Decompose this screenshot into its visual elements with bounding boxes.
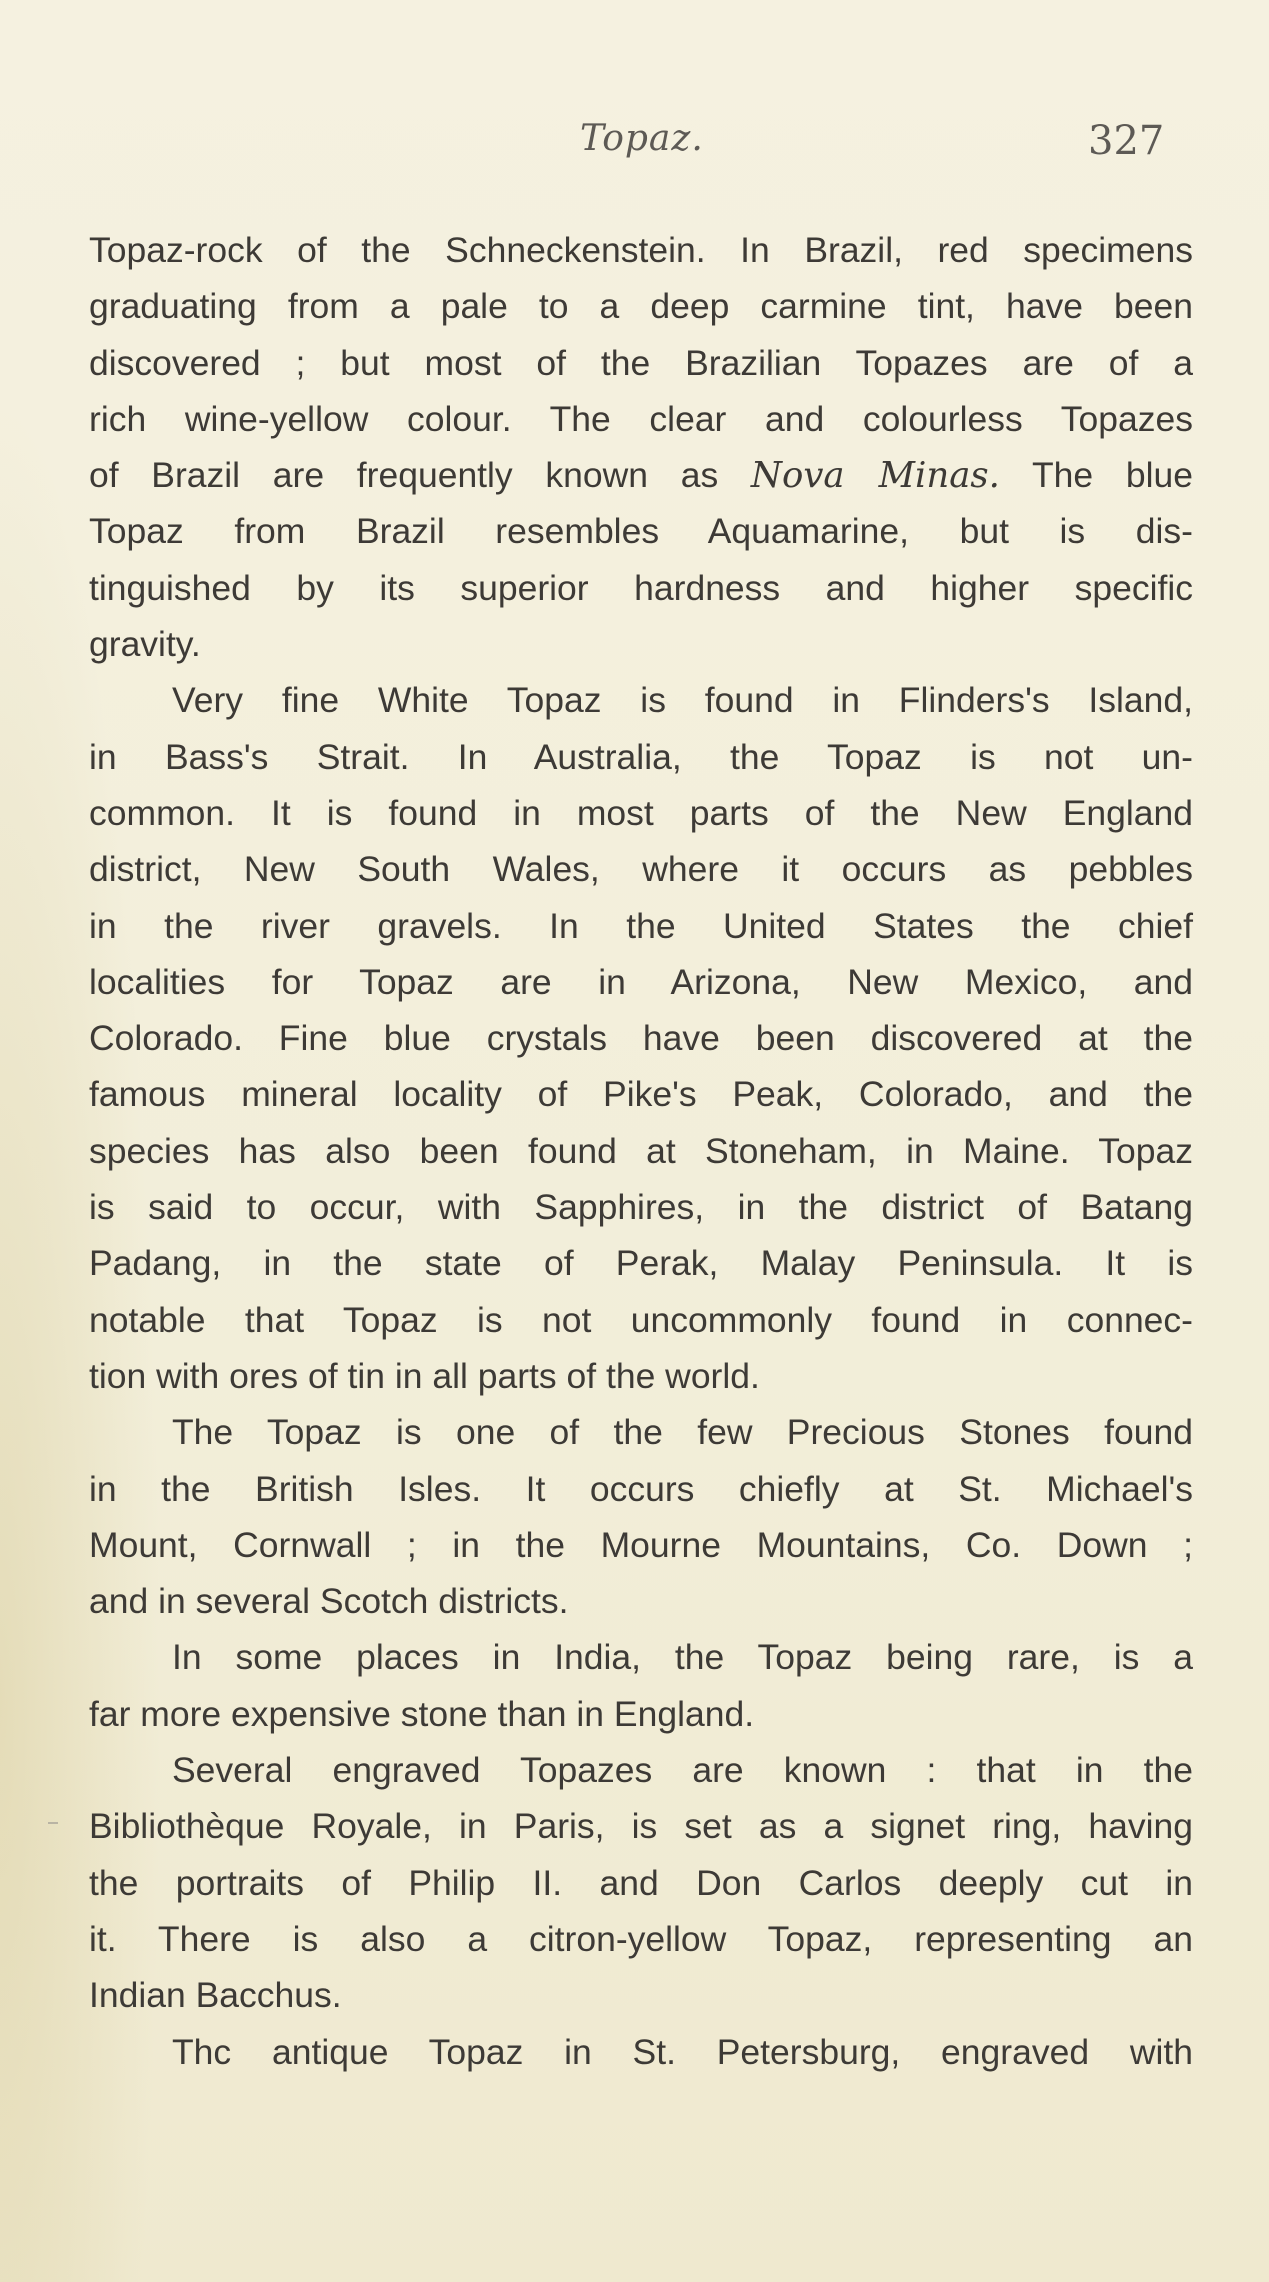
text-line: the portraits of Philip II. and Don Carlos deeply cut in [89, 1862, 1193, 1903]
body-text [89, 222, 1193, 2080]
text-line: district, New South Wales, where it occurs as pebbles [89, 849, 1193, 890]
running-head [0, 118, 1269, 178]
running-head-title: Topaz. [580, 118, 704, 159]
text-line: in Bass's Strait. In Australia, the Topaz is not un- [89, 736, 1193, 777]
paragraph-start-line: The Topaz is one of the few Precious Stones found [172, 1412, 1193, 1453]
text-line: graduating from a pale to a deep carmine tint, have been [89, 286, 1193, 327]
text-line: Mount, Cornwall ; in the Mourne Mountains, Co. Down ; [89, 1524, 1193, 1565]
paragraph-end-line: tion with ores of tin in all parts of the world. [89, 1355, 760, 1396]
text-line: tinguished by its superior hardness and higher specific [89, 567, 1193, 608]
text-line: Bibliothèque Royale, in Paris, is set as a signet ring, having [89, 1806, 1193, 1847]
paragraph-end-line: Indian Bacchus. [89, 1975, 342, 2016]
text-line-with-italic [89, 447, 1193, 503]
text-line: common. It is found in most parts of the New England [89, 792, 1193, 833]
text-fragment: The blue [1031, 455, 1193, 496]
text-line: in the river gravels. In the United States the chief [89, 905, 1193, 946]
margin-mark [48, 1822, 58, 1824]
paragraph-start-line: In some places in India, the Topaz being rare, is a [172, 1637, 1193, 1678]
paragraph-end-line: and in several Scotch districts. [89, 1581, 569, 1622]
italic-term: Nova Minas. [750, 455, 1000, 497]
text-line: discovered ; but most of the Brazilian Topazes are of a [89, 342, 1193, 383]
text-line: species has also been found at Stoneham, in Maine. Topaz [89, 1130, 1193, 1171]
text-line: Padang, in the state of Perak, Malay Peninsula. It is [89, 1243, 1193, 1284]
text-line: Topaz from Brazil resembles Aquamarine, but is dis- [89, 511, 1193, 552]
paragraph-end-line: far more expensive stone than in England. [89, 1693, 755, 1734]
text-line: it. There is also a citron-yellow Topaz, representing an [89, 1918, 1193, 1959]
text-line: famous mineral locality of Pike's Peak, Colorado, and the [89, 1074, 1193, 1115]
text-line: in the British Isles. It occurs chiefly at St. Michael's [89, 1468, 1193, 1509]
paragraph-start-line: Thc antique Topaz in St. Petersburg, engraved with [172, 2031, 1193, 2072]
paragraph-start-line: Very fine White Topaz is found in Flinders's Island, [172, 680, 1193, 721]
text-line: is said to occur, with Sapphires, in the district of Batang [89, 1187, 1193, 1228]
text-line: localities for Topaz are in Arizona, New Mexico, and [89, 961, 1193, 1002]
text-line: notable that Topaz is not uncommonly found in connec- [89, 1299, 1193, 1340]
page-number: 327 [1088, 118, 1165, 164]
text-line: Topaz-rock of the Schneckenstein. In Brazil, red specimens [89, 230, 1193, 270]
text-line: Colorado. Fine blue crystals have been discovered at the [89, 1018, 1193, 1059]
text-line: rich wine-yellow colour. The clear and colourless Topazes [89, 398, 1193, 439]
text-fragment: of Brazil are frequently known as [89, 455, 719, 496]
paragraph-end-line: gravity. [89, 624, 201, 665]
paragraph-start-line: Several engraved Topazes are known : that in the [172, 1750, 1193, 1791]
